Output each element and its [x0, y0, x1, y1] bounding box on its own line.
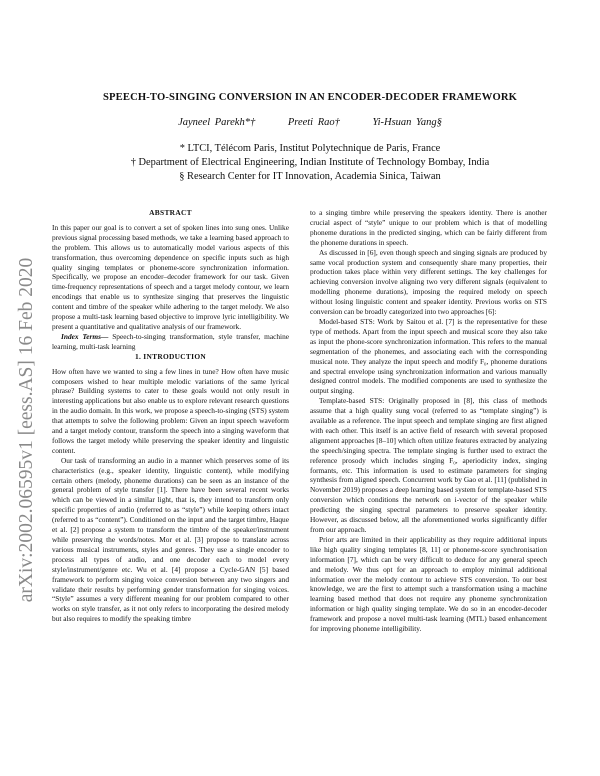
arxiv-sidebar-svg: [6, 195, 42, 665]
intro-paragraph-2: Our task of transforming an audio in a manner which preserves some of its characteristics (e.g., speaker identity, linguistic content), while modifying certain others (melody, phoneme durations) can be seen as an instance of the general problem of style transfer [1]. There have been several recent works which can be viewed in a similar light, that is, they intend to transform only specific properties of audio (referred to as “style”) while keeping others intact (referred to as “content”). Conditioned on the input and the target timbre, Haque et al. [2] propose a system to transform the timbre of the speaker/instrument while preserving the words/notes. Mor et al. [3] propose to translate across various musical instruments, styles and genres. They use a single encoder to process all types of audio, and one decoder each to model every style/instrument/genre etc. Wu et al. [4] propose a Cycle-GAN [5] based framework to perform singing voice conversion between any two singers and validate their results by performing gender transformation for singing voices. “Style” assumes a very different meaning for our problem compared to other works on style transfer, as it not only refers to incorporating the desired melody but also requires to modify the speaking timbre: [52, 455, 289, 624]
affiliation-2: † Department of Electrical Engineering, Indian Institute of Technology Bombay, India: [130, 157, 490, 168]
author-1: Jayneel Parekh*†: [178, 117, 256, 128]
right-paragraph-5: Prior arts are limited in their applicability as they require additional inputs like high quality singing templates [8, 11] or phoneme-score synchronisation information [7], which can be very difficult to deduce for any general speech and melody. We thus opt for an approach to employ minimal additional information over the melody contour to achieve STS conversion. To our best knowledge, we are the first to attempt such a transformation using a machine learning based method that does not require any phoneme synchronization information or high quality singing template. We do so in an encoder-decoder framework and propose a novel multi-task learning (MTL) based enhancement for improving phoneme intelligibility.: [310, 534, 547, 634]
introduction-heading: 1. INTRODUCTION: [134, 351, 207, 361]
author-3: Yi-Hsuan Yang§: [372, 117, 442, 128]
right-paragraph-1: to a singing timbre while preserving the speakers identity. There is another crucial aspect of “style” unique to our problem which is that of modelling phoneme durations in the predicted singing, which can be fairly different from the phoneme durations in speech.: [310, 208, 547, 247]
index-terms-text: Speech-to-singing transformation, style transfer, machine learning, multi-task learning: [52, 331, 289, 351]
right-paragraph-4: Template-based STS: Originally proposed in [8], this class of methods assume that a high quality sung vocal (referred to as “template singing”) is available as a reference. The input speech and template singing are first aligned with each other. This itself is an active field of research with several proposed alignment approaches [8–10] which often utilize features extracted by analyzing the speech/singing spectra. The template singing is further used to extract the reference prosody which includes singing F₀, aperiodicity index, singing formants, etc. This information is used to estimate parameters for singing synthesis from aligned speech. Concurrent work by Gao et al. [11] (published in November 2019) proposes a deep learning based system for template-based STS conversion which conditions the network on i-vector of the speaker while predicting the singing spectral parameters to preserve speaker identity. However, as discussed below, all the aforementioned works significantly differ from our approach.: [310, 396, 547, 534]
right-paragraph-2: As discussed in [6], even though speech and singing signals are produced by same vocal production system and consequently share many properties, their production takes place within very different settings. The key challenges for achieving conversion involve aligning two very different signals (equivalent to modelling phoneme durations), imposing the required melody on speech without losing linguistic content and speaker identity. Previous works on STS conversion can be broadly categorized into two approaches [6]:: [310, 247, 547, 317]
intro-paragraph-1: How often have we wanted to sing a few lines in tune? How often have music composers wished to hear multiple melodic variations of the same lyrical phrase? Building systems to cater to these goals would not only result in interesting applications but also enable us to explore relevant research questions in the audio domain. In this work, we propose a speech-to-singing (STS) system that attempts to solve the following problem: Given an input speech waveform and a target melody contour, transform the speech into a singing waveform that follows the target melody while preserving the speaker identity and linguistic content.: [52, 366, 289, 455]
author-2: Preeti Rao†: [287, 117, 340, 128]
arxiv-identifier: arXiv:2002.06595v1 [eess.AS] 16 Feb 2020: [16, 257, 37, 603]
paper-title: SPEECH-TO-SINGING CONVERSION IN AN ENCODER-DECODER FRAMEWORK: [102, 92, 518, 103]
affiliations: [60, 142, 560, 184]
arxiv-sidebar: [6, 195, 42, 665]
index-terms: [52, 332, 289, 352]
left-column: [52, 208, 289, 624]
abstract-heading: ABSTRACT: [149, 208, 192, 217]
affiliation-1: * LTCI, Télécom Paris, Institut Polytechnique de Paris, France: [179, 143, 441, 154]
right-paragraph-3: Model-based STS: Work by Saitou et al. [7] is the representative for these type of methods. Apart from the input speech and musical score they also take as input the phone-score synchronization information. This refers to the manual segmentation of the phonemes, and associating each with the corresponding musical note. They analyze the input speech and modify F₀, phoneme durations and spectral envelope using synchronization information and various manually designed control models. The modified components are used to synthesize the output singing.: [310, 316, 547, 396]
affiliation-3: § Research Center for IT Innovation, Academia Sinica, Taiwan: [179, 171, 441, 182]
abstract-text: In this paper our goal is to convert a set of spoken lines into sung ones. Unlike previous signal processing based methods, we take a learning based approach to the problem. This allows us to automatically model various aspects of this transformation, thus overcoming dependence on specific inputs such as high quality singing templates or phoneme-score synchronization information. Specifically, we propose an encoder–decoder framework for our task. Given time-frequency representations of speech and a target melody contour, we learn encodings that enable us to synthesize singing that preserves the linguistic content and timbre of the speaker while adhering to the target melody. We also propose a multi-task learning based objective to improve lyric intelligibility. We present a quantitative and qualitative analysis of our framework.: [52, 222, 289, 331]
index-terms-label: Index Terms—: [61, 331, 109, 341]
right-column: [310, 208, 547, 634]
author-list: [60, 117, 560, 128]
